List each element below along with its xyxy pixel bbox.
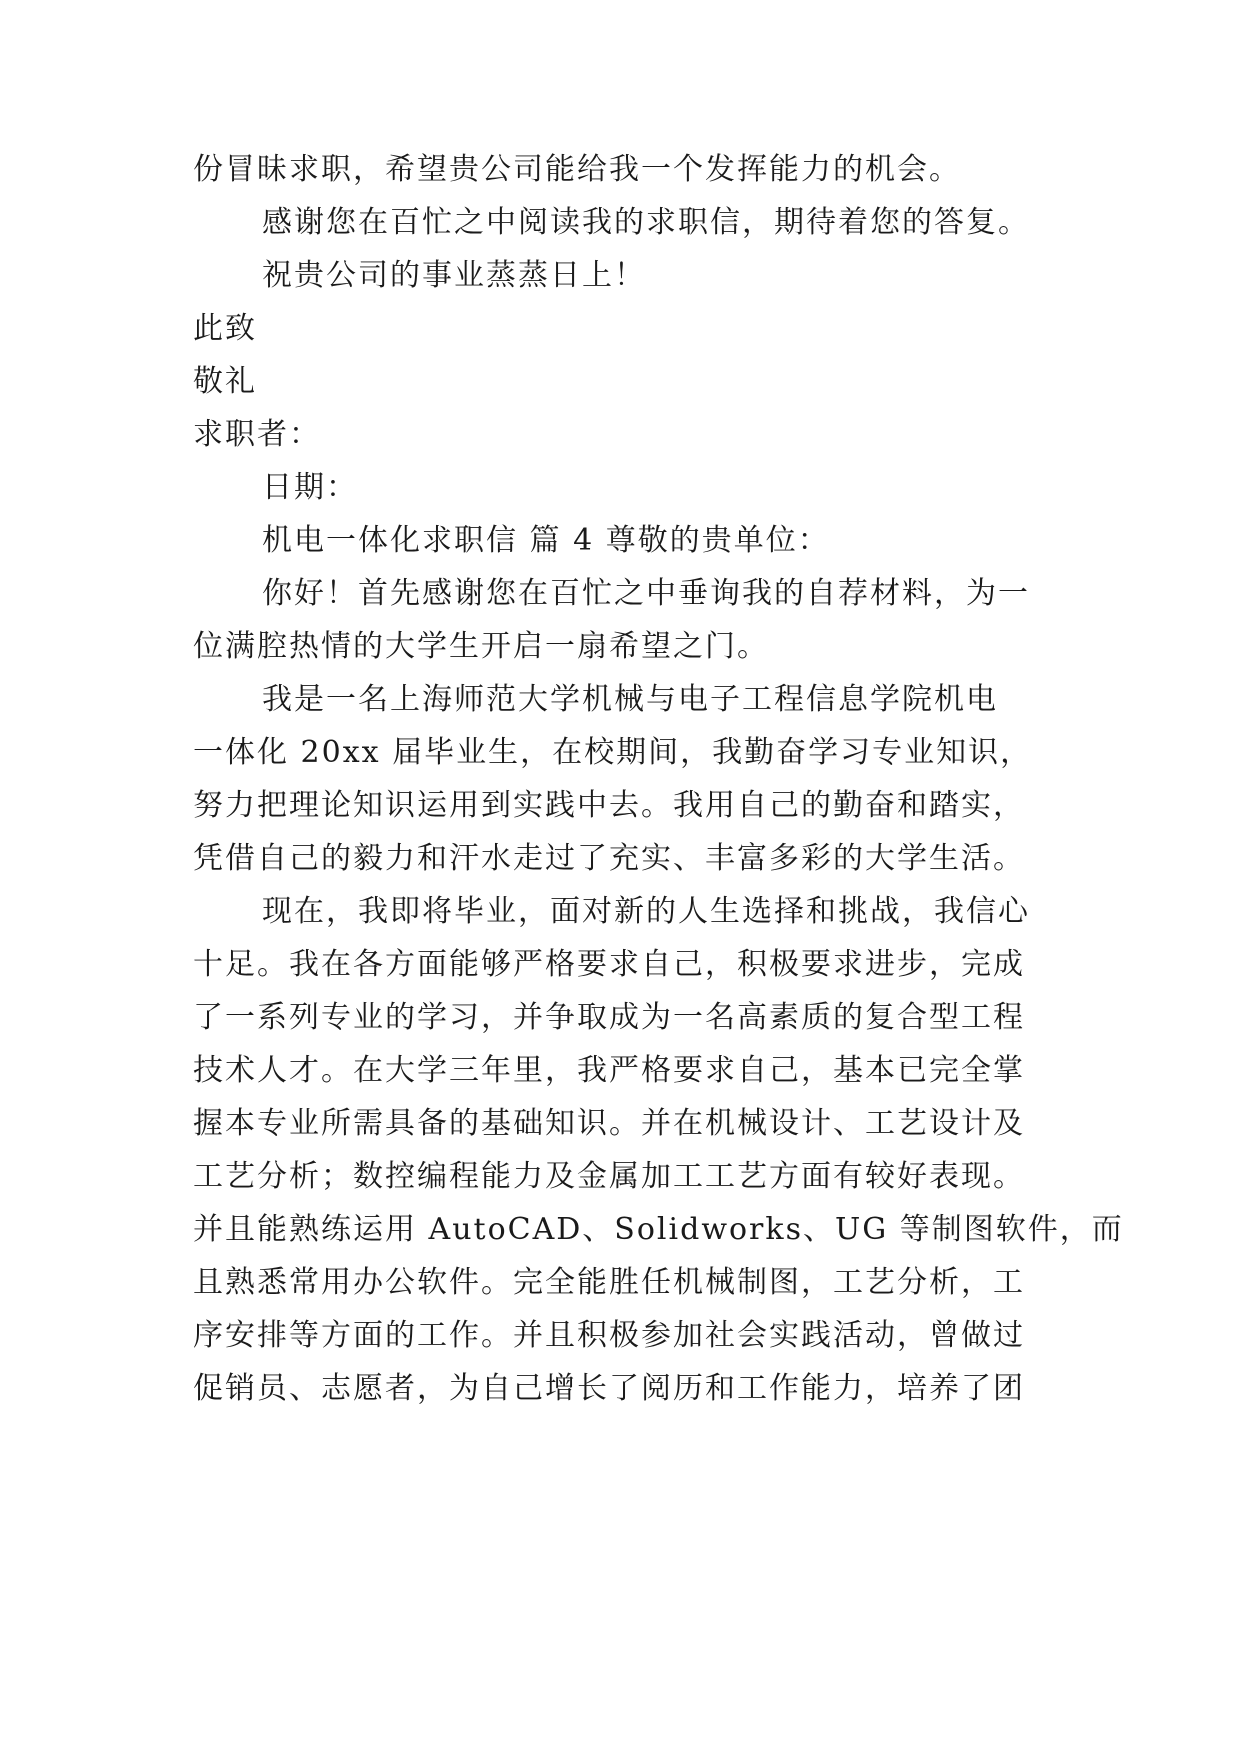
text-line: 现在，我即将毕业，面对新的人生选择和挑战，我信心 (262, 894, 1030, 929)
text-line: 且熟悉常用办公软件。完全能胜任机械制图，工艺分析，工 (193, 1265, 1025, 1300)
text-line: 并且能熟练运用 AutoCAD、Solidworks、UG 等制图软件，而 (193, 1212, 1124, 1247)
text-line: 技术人才。在大学三年里，我严格要求自己，基本已完全掌 (193, 1053, 1025, 1088)
text-line: 序安排等方面的工作。并且积极参加社会实践活动，曾做过 (193, 1318, 1025, 1353)
text-line: 位满腔热情的大学生开启一扇希望之门。 (193, 629, 769, 664)
text-line: 凭借自己的毅力和汗水走过了充实、丰富多彩的大学生活。 (193, 841, 1025, 876)
text-line: 促销员、志愿者，为自己增长了阅历和工作能力，培养了团 (193, 1371, 1025, 1406)
text-line: 感谢您在百忙之中阅读我的求职信，期待着您的答复。 (262, 205, 1030, 240)
text-line: 日期： (262, 470, 358, 505)
text-line: 你好！首先感谢您在百忙之中垂询我的自荐材料，为一 (262, 576, 1030, 611)
text-line: 了一系列专业的学习，并争取成为一名高素质的复合型工程 (193, 1000, 1025, 1035)
text-line: 敬礼 (193, 364, 257, 399)
text-line: 工艺分析；数控编程能力及金属加工工艺方面有较好表现。 (193, 1159, 1025, 1194)
text-line: 一体化 20xx 届毕业生，在校期间，我勤奋学习专业知识， (193, 735, 1033, 770)
text-line: 求职者： (193, 417, 321, 452)
text-line: 十足。我在各方面能够严格要求自己，积极要求进步，完成 (193, 947, 1025, 982)
text-line: 祝贵公司的事业蒸蒸日上！ (262, 258, 646, 293)
text-line: 此致 (193, 311, 257, 346)
text-line: 我是一名上海师范大学机械与电子工程信息学院机电 (262, 682, 998, 717)
text-line: 机电一体化求职信 篇 4 尊敬的贵单位： (262, 523, 830, 558)
text-line: 努力把理论知识运用到实践中去。我用自己的勤奋和踏实， (193, 788, 1025, 823)
text-line: 份冒昧求职，希望贵公司能给我一个发挥能力的机会。 (193, 152, 961, 187)
text-line: 握本专业所需具备的基础知识。并在机械设计、工艺设计及 (193, 1106, 1025, 1141)
